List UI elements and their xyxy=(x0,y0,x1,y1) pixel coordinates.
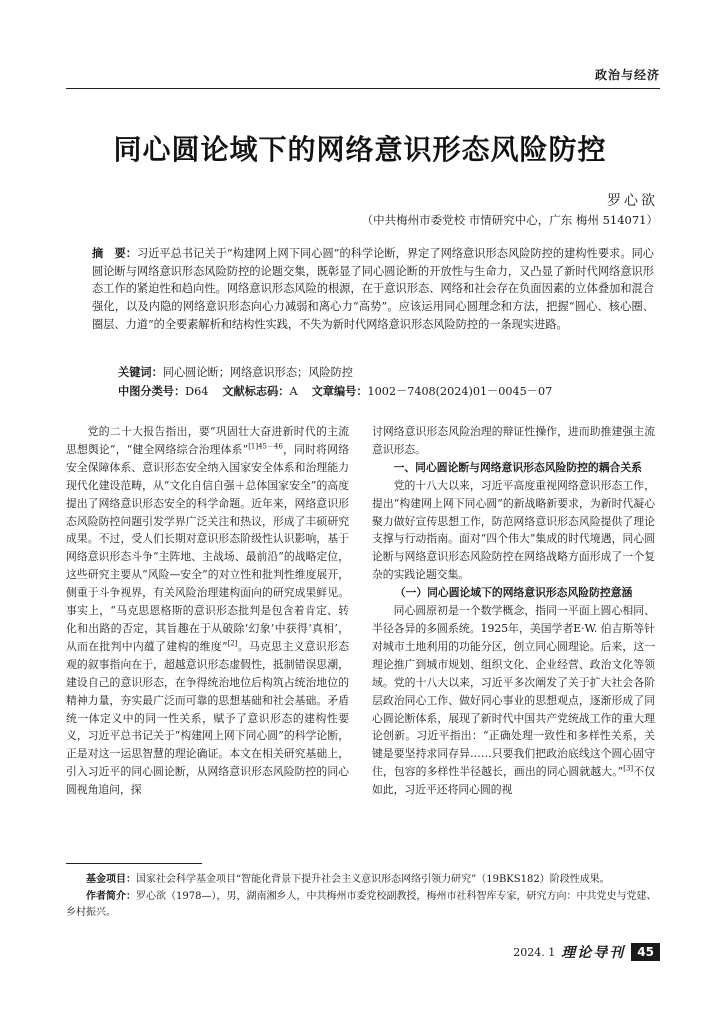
body-paragraph xyxy=(372,602,655,799)
abstract xyxy=(92,245,654,334)
keywords-label: 关键词： xyxy=(118,366,163,379)
bio-text: 罗心欲（1978—），男，湖南湘乡人，中共梅州市委党校副教授，梅州市社科智库专家，研究方向：中共党史与党建、乡村振兴。 xyxy=(66,891,657,918)
body-text: 同心圆原初是一个数学概念，指同一平面上圆心相同、半径各异的多圆系统。1925年，美国学者E·W. 伯吉斯等针对城市土地利用的功能分区，创立同心圆理论。后来，这一理论推广到城市规划、组织文化、企业经营、政治文化等领域。党的十八大以来，习近平多次阐发了关于扩大社会各阶层政治同心工作、做好同心事业的思想观点，逐渐形成了同心圆论断体系，展现了新时代中国共产党统战工作的重大理论创新。习近平指出：“正确处理一致性和多样性关系，关键是要坚持求同存异……只要我们把政治底线这个圆心固守住，包容的多样性半径越长，画出的同心圆就越大。” xyxy=(372,604,655,779)
body-text: 党的二十大报告指出，要“巩固壮大奋进新时代的主流思想舆论”，“健全网络综合治理体系” xyxy=(66,425,349,456)
funding-text: 国家社会科学基金项目“智能化背景下提升社会主义意识形态网络引领力研究”（19BKS182）阶段性成果。 xyxy=(136,874,610,885)
doc-code-value: A xyxy=(289,385,298,398)
keywords xyxy=(118,364,353,380)
body-paragraph xyxy=(66,423,349,799)
citation: [3] xyxy=(623,764,634,773)
journal-name: 理论导刊 xyxy=(561,945,626,961)
keywords-text: 同心圆论断；网络意识形态；风险防控 xyxy=(162,366,353,379)
body-column-right xyxy=(372,423,655,799)
body-text: ，同时将网络安全保障体系、意识形态安全纳入国家安全体系和治理能力现代化建设范畴，从“文化自信自强＋总体国家安全”的高度提出了网络意识形态安全的科学命题。近年来，网络意识形态风险防控问题引发学界广泛关注和热议，形成了丰硕研究成果。不过，受人们长期对意识形态阶级性认识影响，基于网络意识形态斗争“主阵地、主战场、最前沿”的战略定位，这些研究主要从“风险—安全”的对立性和批判性维度展开，侧重于斗争视界，有关风险治理建构面向的研究成果鲜见。事实上，“马克思恩格斯的意识形态批判是包含着肯定、转化和出路的否定，其旨趣在于从破除‘幻象’中获得‘真相’，从而在批判中内蕴了建构的维度” xyxy=(66,442,349,653)
section-heading: 一、同心圆论断与网络意识形态风险防控的耦合关系 xyxy=(393,460,642,474)
bio-label: 作者简介： xyxy=(86,891,136,902)
subsection-heading: （一）同心圆论域下的网络意识形态风险防控意涵 xyxy=(394,586,633,600)
body-paragraph: 党的十八大以来，习近平高度重视网络意识形态工作，提出“构建网上网下同心圆”的新战略新要求，为新时代凝心聚力做好宣传思想工作，防范网络意识形态风险提供了理论支撑与行动指南。面对“四个伟大”集成的时代境遇，同心圆论断与网络意识形态风险防控在网络战略方面形成了一个复杂的实践论题交集。 xyxy=(372,478,655,582)
classification-line xyxy=(118,383,552,399)
issue-number: 2024. 1 xyxy=(513,945,556,959)
citation: [1]45－46 xyxy=(248,442,283,451)
page-number: 45 xyxy=(631,943,660,961)
article-number-label: 文章编号： xyxy=(311,385,368,398)
clc-value: D64 xyxy=(185,385,209,398)
footnote-rule xyxy=(66,863,202,864)
author-name: 罗心欲 xyxy=(607,193,658,209)
article-number-value: 1002－7408(2024)01－0045－07 xyxy=(367,385,553,398)
citation: [2] xyxy=(227,639,238,648)
body-text: 。马克思主义意识形态观的叙事指向在于，超越意识形态虚假性，抵制错误思潮，建设自己的意识形态，在争得统治地位后构筑占统治地位的精神力量，夯实最广泛而可靠的思想基础和社会基础。矛盾统一体定义中的同一性关系，赋予了意识形态的建构性要义，习近平总书记关于“构建网上网下同心圆”的科学论断，正是对这一运思智慧的理论确证。本文在相关研究基础上，引入习近平的同心圆论断，从网络意识形态风险防控的同心圆视角追问，探 xyxy=(66,639,349,797)
abstract-text: 习近平总书记关于“构建网上网下同心圆”的科学论断，界定了网络意识形态风险防控的建构性要求。同心圆论断与网络意识形态风险防控的论题交集，既彰显了同心圆论断的开放性与生命力，又凸显了新时代网络意识形态工作的紧迫性和趋向性。网络意识形态风险的根源，在于意识形态、网络和社会存在负面因素的立体叠加和混合强化，以及内隐的网络意识形态向心力减弱和离心力“高势”。应该运用同心圆理念和方法，把握“圆心、核心圈、圈层、力道”的全要素解析和结构性实践，不失为新时代网络意识形态风险防控的一条现实进路。 xyxy=(92,247,654,331)
journal-section-header: 政治与经济 xyxy=(594,68,660,82)
abstract-label: 摘 要： xyxy=(92,247,137,260)
author-affiliation: （中共梅州市委党校 市情研究中心，广东 梅州 514071） xyxy=(361,213,658,227)
funding-note xyxy=(66,872,658,888)
article-title: 同心圆论域下的网络意识形态风险防控 xyxy=(113,133,607,166)
author-bio-note xyxy=(66,889,658,921)
body-column-left xyxy=(66,423,349,799)
page-footer xyxy=(513,942,660,962)
body-text: 不仅如此，习近平还将同心圆的视 xyxy=(372,765,656,797)
body-paragraph: 讨网络意识形态风险治理的辩证性操作，进而助推建强主流意识形态。 xyxy=(372,425,655,456)
doc-code-label: 文献标志码： xyxy=(222,385,290,398)
clc-label: 中图分类号： xyxy=(118,385,186,398)
funding-label: 基金项目： xyxy=(86,874,136,885)
header-rule xyxy=(66,88,660,89)
